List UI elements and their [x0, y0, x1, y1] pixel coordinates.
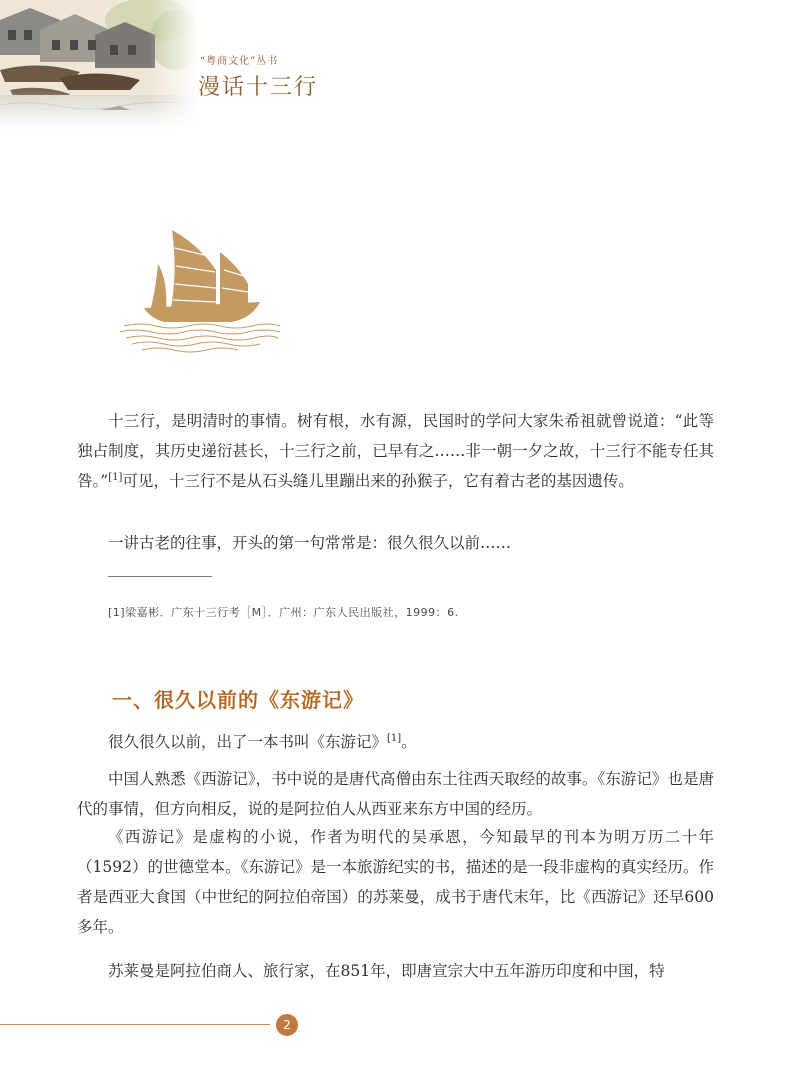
intro-paragraph-2: 一讲古老的往事，开头的第一句常常是：很久很久以前…… — [108, 534, 512, 552]
header-illustration — [0, 0, 200, 130]
page-number-badge: 2 — [276, 1014, 298, 1036]
intro-paragraph-1 — [77, 406, 714, 496]
section-paragraph-1 — [77, 727, 714, 757]
section-heading: 一、很久以前的《东游记》 — [112, 688, 364, 712]
book-title: 漫话十三行 — [198, 75, 319, 100]
footnote-divider — [108, 576, 212, 577]
intro-paragraph-1-text: 十三行，是明清时的事情。树有根，水有源，民国时的学问大家朱希祖就曾说道：“此等独占制度，其历史递衍甚长，十三行之前，已早有之……非一朝一夕之故，十三行不能专任其咎。” — [77, 412, 714, 490]
section-paragraph-1-tail: 。 — [401, 733, 417, 751]
footnote: [1]梁嘉彬．广东十三行考［M］．广州：广东人民出版社，1999：6. — [108, 606, 459, 619]
series-label: “粤商文化”丛书 — [200, 56, 279, 67]
section-paragraph-4: 苏莱曼是阿拉伯商人、旅行家，在851年，即唐宣宗大中五年游历印度和中国，特 — [108, 962, 665, 980]
footer-divider — [0, 1024, 270, 1025]
ship-emblem-icon — [120, 222, 280, 362]
section-paragraph-3: 《西游记》是虚构的小说，作者为明代的吴承恩，今知最早的刊本为明万历二十年（1592）的世德堂本。《东游记》是一本旅游纪实的书，描述的是一段非虚构的真实经历。作者是西亚大食国（中世纪的阿拉伯帝国）的苏莱曼，成书于唐代末年，比《西游记》还早600多年。 — [77, 828, 714, 936]
intro-paragraph-1-tail: 可见，十三行不是从石头缝儿里蹦出来的孙猴子，它有着古老的基因遗传。 — [122, 472, 634, 490]
footnote-ref[interactable]: [1] — [387, 732, 402, 744]
footnote-ref[interactable]: [1] — [108, 471, 123, 483]
section-paragraph-1-text: 很久很久以前，出了一本书叫《东游记》 — [108, 733, 388, 751]
section-paragraph-2: 中国人熟悉《西游记》，书中说的是唐代高僧由东土往西天取经的故事。《东游记》也是唐代的事情，但方向相反，说的是阿拉伯人从西亚来东方中国的经历。 — [77, 770, 714, 818]
